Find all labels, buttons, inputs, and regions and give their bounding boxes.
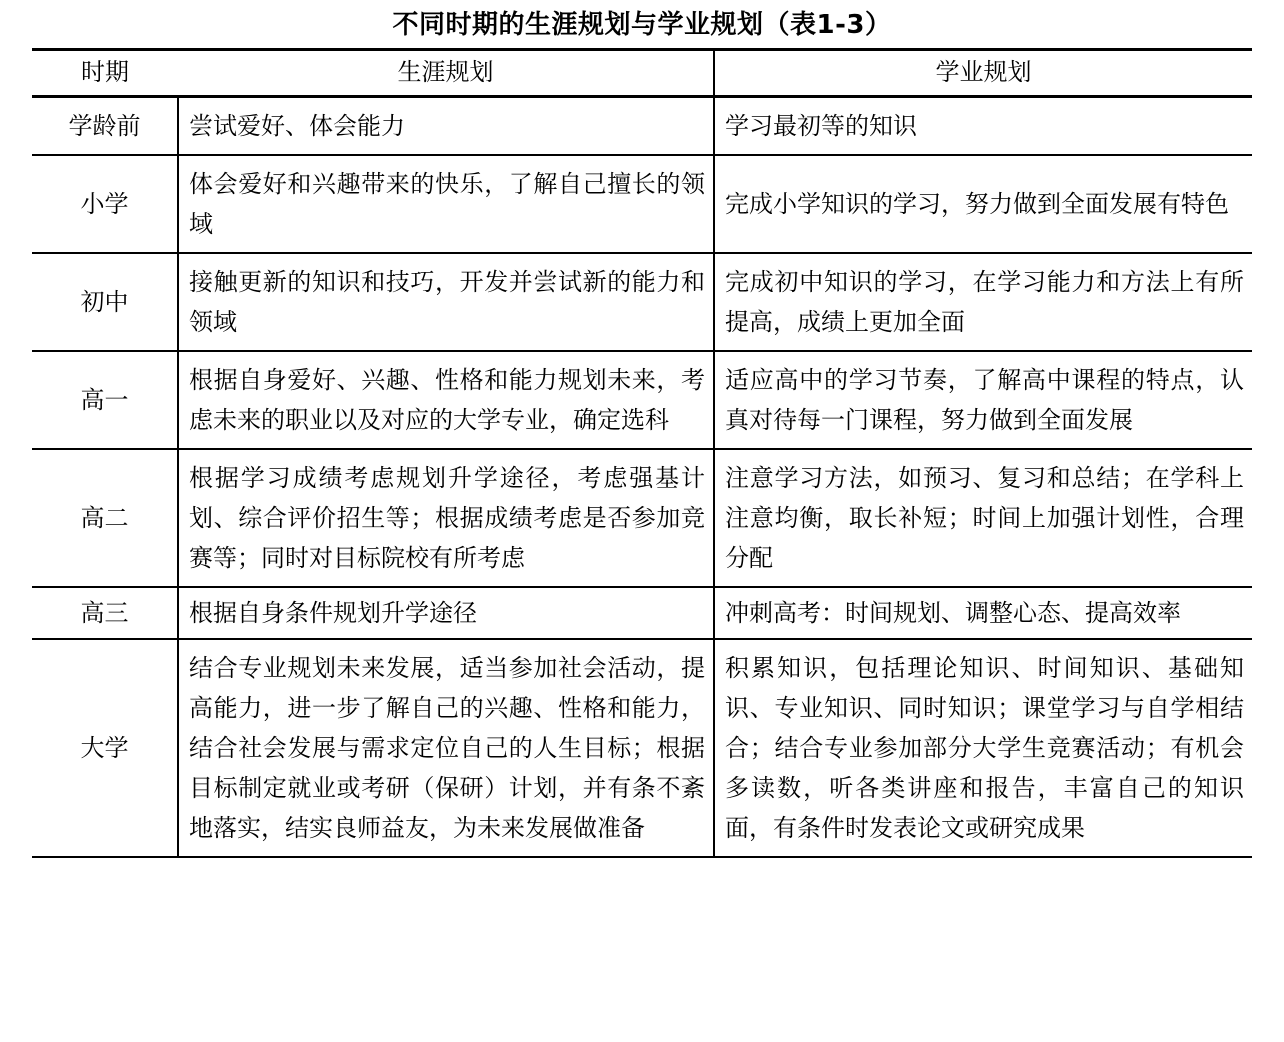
- cell-academic-planning: 注意学习方法，如预习、复习和总结；在学科上注意均衡，取长补短；时间上加强计划性，合理分配: [714, 449, 1252, 587]
- cell-career-planning: 尝试爱好、体会能力: [178, 97, 714, 156]
- cell-career-planning: 根据自身条件规划升学途径: [178, 587, 714, 639]
- table-row: [32, 587, 1252, 639]
- cell-academic-planning: 冲刺高考：时间规划、调整心态、提高效率: [714, 587, 1252, 639]
- cell-academic-planning: 积累知识，包括理论知识、时间知识、基础知识、专业知识、同时知识；课堂学习与自学相结合；结合专业参加部分大学生竞赛活动；有机会多读数，听各类讲座和报告，丰富自己的知识面，有条件时发表论文或研究成果: [714, 639, 1252, 857]
- table-head: [32, 50, 1252, 97]
- page-title: 不同时期的生涯规划与学业规划（表1-3）: [392, 10, 892, 40]
- cell-academic-planning: 学习最初等的知识: [714, 97, 1252, 156]
- cell-career-planning: 体会爱好和兴趣带来的快乐，了解自己擅长的领域: [178, 155, 714, 253]
- table-row: [32, 449, 1252, 587]
- cell-period: 高二: [32, 449, 178, 587]
- table-row: [32, 97, 1252, 156]
- cell-period: 高一: [32, 351, 178, 449]
- cell-period: 大学: [32, 639, 178, 857]
- table-row: [32, 155, 1252, 253]
- cell-period: 初中: [32, 253, 178, 351]
- cell-career-planning: 根据自身爱好、兴趣、性格和能力规划未来，考虑未来的职业以及对应的大学专业，确定选科: [178, 351, 714, 449]
- column-header-career-planning: 生涯规划: [178, 50, 714, 97]
- cell-career-planning: 接触更新的知识和技巧，开发并尝试新的能力和领域: [178, 253, 714, 351]
- table-row: [32, 639, 1252, 857]
- table-body: [32, 97, 1252, 858]
- table-row: [32, 253, 1252, 351]
- cell-academic-planning: 适应高中的学习节奏，了解高中课程的特点，认真对待每一门课程，努力做到全面发展: [714, 351, 1252, 449]
- column-header-period: 时期: [32, 50, 178, 97]
- career-academic-planning-table: [32, 48, 1252, 858]
- cell-academic-planning: 完成小学知识的学习，努力做到全面发展有特色: [714, 155, 1252, 253]
- table-header-row: [32, 50, 1252, 97]
- cell-period: 高三: [32, 587, 178, 639]
- cell-career-planning: 结合专业规划未来发展，适当参加社会活动，提高能力，进一步了解自己的兴趣、性格和能力，结合社会发展与需求定位自己的人生目标；根据目标制定就业或考研（保研）计划，并有条不紊地落实，结实良师益友，为未来发展做准备: [178, 639, 714, 857]
- column-header-academic-planning: 学业规划: [714, 50, 1252, 97]
- cell-academic-planning: 完成初中知识的学习，在学习能力和方法上有所提高，成绩上更加全面: [714, 253, 1252, 351]
- cell-career-planning: 根据学习成绩考虑规划升学途径，考虑强基计划、综合评价招生等；根据成绩考虑是否参加竞赛等；同时对目标院校有所考虑: [178, 449, 714, 587]
- table-row: [32, 351, 1252, 449]
- cell-period: 学龄前: [32, 97, 178, 156]
- cell-period: 小学: [32, 155, 178, 253]
